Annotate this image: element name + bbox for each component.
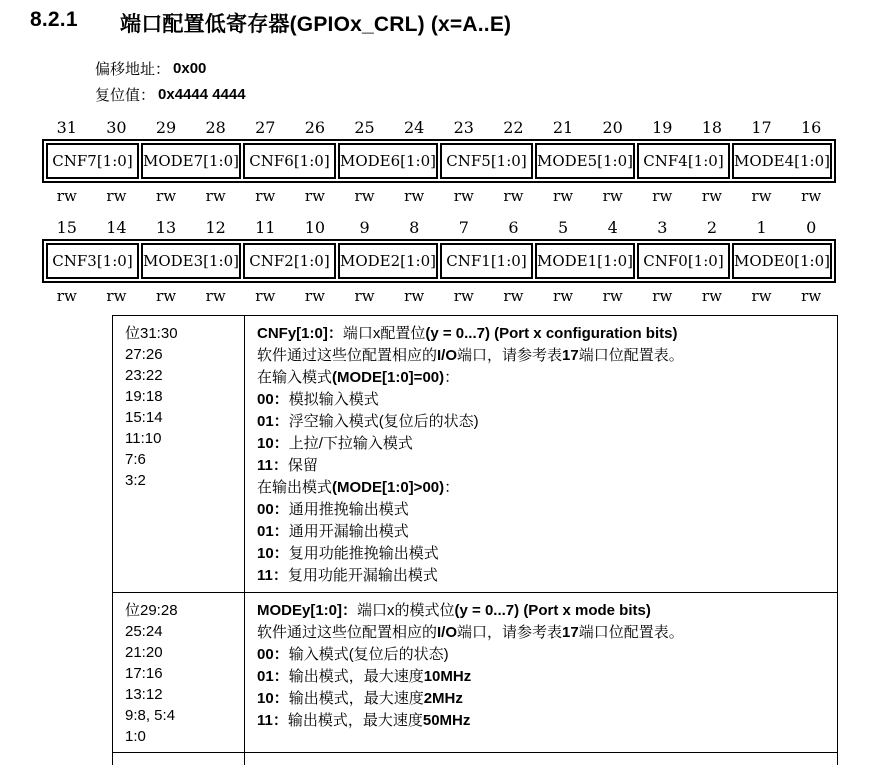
description-text-segment: 复用功能推挽输出模式: [288, 545, 439, 562]
register-half-row: [42, 114, 836, 207]
bit-number: 5: [557, 218, 569, 237]
access-type: rw: [553, 187, 574, 205]
description-text-segment: 端口，请参考表: [457, 624, 563, 641]
bit-description-cell: [245, 593, 837, 752]
description-text-segment: 00：: [257, 501, 289, 518]
register-bit-diagram: [42, 114, 836, 307]
description-text-segment: 50MHz: [422, 712, 471, 729]
page-title: 端口配置低寄存器(GPIOx_CRL) (x=A..E): [120, 13, 512, 36]
bit-field-cell: MODE0[1:0]: [732, 243, 832, 279]
access-type: rw: [205, 287, 226, 305]
access-type: rw: [156, 287, 177, 305]
bit-field-cell: CNF0[1:0]: [637, 243, 730, 279]
description-text-segment: (MODE[1:0]=00): [332, 369, 445, 386]
description-text-segment: 11：: [257, 567, 288, 584]
description-line: [257, 411, 827, 433]
reset-value-value: 0x4444 4444: [158, 85, 246, 103]
access-type: rw: [205, 187, 226, 205]
description-text-segment: 17: [562, 624, 579, 641]
description-text-segment: ：: [444, 479, 460, 496]
bit-range-line: 27:26: [125, 346, 163, 363]
description-text-segment: 端口，请参考表: [457, 347, 563, 364]
description-text-segment: 输出模式，最大速度: [287, 712, 423, 729]
description-line: [257, 521, 827, 543]
bit-number-row: [42, 114, 836, 137]
bit-range-line: 7:6: [125, 451, 146, 468]
register-half-row: [42, 214, 836, 307]
description-text-segment: (y = 0...7) (Port x mode bits): [454, 602, 651, 619]
bit-number: 27: [255, 118, 276, 137]
bit-number: 17: [751, 118, 772, 137]
access-type: rw: [652, 187, 673, 205]
bit-field-cell: CNF3[1:0]: [46, 243, 139, 279]
description-text-segment: MODEy[1:0]：: [257, 602, 358, 619]
access-type: rw: [751, 287, 772, 305]
description-text-segment: 17: [562, 347, 579, 364]
offset-address-line: [95, 55, 870, 81]
description-text-segment: 端口位配置表。: [578, 347, 684, 364]
description-text-segment: 浮空输入模式(复位后的状态): [288, 413, 479, 430]
description-line: [257, 543, 827, 565]
description-line: [257, 455, 827, 477]
bit-number: 12: [205, 218, 226, 237]
bit-number: 8: [409, 218, 420, 237]
bit-range-line: 21:20: [125, 644, 163, 661]
description-text-segment: 软件通过这些位配置相应的: [257, 624, 438, 641]
bit-field-cell: CNF1[1:0]: [440, 243, 533, 279]
description-text-segment: I/O: [437, 347, 458, 364]
bit-range-line: 13:12: [125, 686, 163, 703]
bit-number: 16: [801, 118, 822, 137]
access-type: rw: [801, 287, 822, 305]
offset-address-value: 0x00: [173, 59, 207, 77]
description-line: [257, 367, 827, 389]
bit-range-line: 3:2: [125, 472, 146, 489]
description-table: [112, 315, 838, 765]
bit-number: 11: [255, 218, 276, 237]
access-type-row: [42, 285, 836, 307]
access-type: rw: [106, 187, 127, 205]
description-text-segment: 端口位配置表。: [578, 624, 684, 641]
bit-number: 22: [503, 118, 524, 137]
bit-range-cell: [113, 316, 245, 592]
description-text-segment: 端口x的模式位: [357, 602, 455, 619]
description-text-segment: 端口x配置位: [342, 325, 426, 342]
description-text-segment: 在输入模式: [257, 369, 333, 386]
access-type: rw: [354, 187, 375, 205]
bit-number: 18: [701, 118, 723, 137]
register-meta: [95, 55, 870, 107]
description-text-segment: 输出模式，最大速度: [288, 690, 424, 707]
description-line: [257, 477, 827, 499]
bit-field-cell: MODE3[1:0]: [141, 243, 241, 279]
bit-number: 25: [354, 118, 375, 137]
description-text-segment: 复用功能开漏输出模式: [287, 567, 438, 584]
access-type: rw: [304, 287, 325, 305]
bit-number: 9: [359, 218, 370, 237]
bit-number: 30: [106, 118, 127, 137]
bit-number: 7: [458, 218, 469, 237]
bit-description-cell: [245, 316, 837, 592]
section-number: 8.2.1: [30, 8, 78, 31]
description-row: [113, 593, 837, 753]
bit-field-cell: MODE2[1:0]: [338, 243, 438, 279]
description-text-segment: (MODE[1:0]>00): [332, 479, 445, 496]
description-text-segment: 10：: [257, 690, 289, 707]
bit-range-line: 位31:30: [125, 325, 178, 342]
bit-number: 26: [304, 118, 326, 137]
bit-range-cell: [113, 593, 245, 752]
bit-field-cell: CNF5[1:0]: [440, 143, 533, 179]
access-type: rw: [255, 287, 276, 305]
access-type: rw: [56, 287, 77, 305]
access-type: rw: [106, 287, 127, 305]
description-text-segment: 01：: [257, 668, 289, 685]
description-text-segment: 10MHz: [423, 668, 472, 685]
access-type: rw: [503, 187, 524, 205]
description-text-segment: CNFy[1:0]：: [257, 325, 343, 342]
description-line: [257, 666, 827, 688]
description-line: [257, 644, 827, 666]
description-line: [257, 499, 827, 521]
bit-number: 21: [552, 118, 574, 137]
bit-field-cell: CNF2[1:0]: [243, 243, 336, 279]
description-text-segment: 11：: [257, 457, 288, 474]
bit-field-cell: CNF7[1:0]: [46, 143, 139, 179]
description-line: [257, 323, 827, 345]
access-type: rw: [354, 287, 375, 305]
access-type: rw: [503, 287, 524, 305]
bit-range-line: 位29:28: [125, 602, 178, 619]
description-text-segment: I/O: [437, 624, 458, 641]
description-text-segment: 通用推挽输出模式: [288, 501, 409, 518]
access-type: rw: [602, 187, 623, 205]
access-type: rw: [304, 187, 325, 205]
reset-value-label: 复位值：: [95, 86, 156, 104]
description-line: [257, 622, 827, 644]
description-text-segment: 输入模式(复位后的状态): [288, 646, 449, 663]
description-line: [257, 433, 827, 455]
bit-number: 10: [304, 218, 326, 237]
access-type: rw: [453, 187, 474, 205]
bit-field-cell: MODE4[1:0]: [732, 143, 832, 179]
access-type: rw: [404, 187, 425, 205]
access-type: rw: [255, 187, 276, 205]
bit-number: 19: [652, 118, 673, 137]
bit-range-line: 9:8, 5:4: [125, 707, 176, 724]
description-row: [113, 316, 837, 593]
next-row-cutoff-left-cell: [113, 753, 245, 765]
description-text-segment: 01：: [257, 413, 289, 430]
description-text-segment: 模拟输入模式: [288, 391, 379, 408]
bit-number: 23: [453, 118, 474, 137]
bit-range-line: 17:16: [125, 665, 163, 682]
bit-range-line: 23:22: [125, 367, 163, 384]
description-text-segment: 通用开漏输出模式: [288, 523, 409, 540]
access-type-row: [42, 185, 836, 207]
section-heading: [30, 8, 870, 38]
description-text-segment: 保留: [287, 457, 318, 474]
bit-number: 29: [155, 118, 177, 137]
bit-number: 3: [657, 218, 668, 237]
bit-number: 24: [404, 118, 425, 137]
bit-number: 15: [56, 218, 77, 237]
description-text-segment: 上拉/下拉输入模式: [288, 435, 413, 452]
access-type: rw: [701, 287, 722, 305]
bit-field-cell: CNF4[1:0]: [637, 143, 730, 179]
access-type: rw: [801, 187, 822, 205]
description-text-segment: 在输出模式: [257, 479, 333, 496]
access-type: rw: [56, 187, 77, 205]
access-type: rw: [453, 287, 474, 305]
bit-number: 2: [706, 218, 718, 237]
bit-number: 20: [602, 118, 623, 137]
description-text-segment: 11：: [257, 712, 288, 729]
description-text-segment: 00：: [257, 391, 289, 408]
bit-range-line: 11:10: [125, 430, 162, 447]
description-text-segment: ：: [444, 369, 460, 386]
bit-range-line: 25:24: [125, 623, 163, 640]
bit-range-line: 19:18: [125, 388, 163, 405]
bit-number: 6: [508, 218, 519, 237]
bit-range-line: 1:0: [125, 728, 146, 745]
access-type: rw: [156, 187, 177, 205]
description-text-segment: 00：: [257, 646, 289, 663]
bit-field-cell: CNF6[1:0]: [243, 143, 336, 179]
description-text-segment: 2MHz: [423, 690, 463, 707]
access-type: rw: [553, 287, 574, 305]
access-type: rw: [602, 287, 623, 305]
bit-number: 13: [155, 218, 177, 237]
description-line: [257, 688, 827, 710]
bit-field-cell: MODE6[1:0]: [338, 143, 438, 179]
access-type: rw: [404, 287, 425, 305]
description-line: [257, 389, 827, 411]
bit-field-cell: MODE1[1:0]: [535, 243, 635, 279]
description-text-segment: 软件通过这些位配置相应的: [257, 347, 438, 364]
access-type: rw: [652, 287, 673, 305]
offset-address-label: 偏移地址：: [95, 60, 171, 78]
description-text-segment: 输出模式，最大速度: [288, 668, 424, 685]
access-type: rw: [751, 187, 772, 205]
bit-number: 31: [56, 118, 77, 137]
bit-number: 14: [106, 218, 127, 237]
reset-value-line: [95, 81, 870, 107]
description-line: [257, 600, 827, 622]
access-type: rw: [701, 187, 722, 205]
bit-field-cell: MODE7[1:0]: [141, 143, 241, 179]
next-row-cutoff: [113, 753, 837, 765]
bit-range-line: 15:14: [125, 409, 163, 426]
bit-field-cell: MODE5[1:0]: [535, 143, 635, 179]
description-rows: [113, 316, 837, 753]
description-line: [257, 565, 827, 587]
bit-number: 4: [607, 218, 618, 237]
description-line: [257, 345, 827, 367]
bit-number: 1: [756, 218, 767, 237]
description-text-segment: (y = 0...7) (Port x configuration bits): [425, 325, 678, 342]
bit-number: 28: [205, 118, 226, 137]
bit-field-row: [42, 139, 836, 183]
bit-field-row: [42, 239, 836, 283]
description-text-segment: 10：: [257, 435, 289, 452]
description-line: [257, 710, 827, 732]
description-text-segment: 01：: [257, 523, 289, 540]
bit-number: 0: [806, 218, 817, 237]
description-text-segment: 10：: [257, 545, 289, 562]
bit-number-row: [42, 214, 836, 237]
